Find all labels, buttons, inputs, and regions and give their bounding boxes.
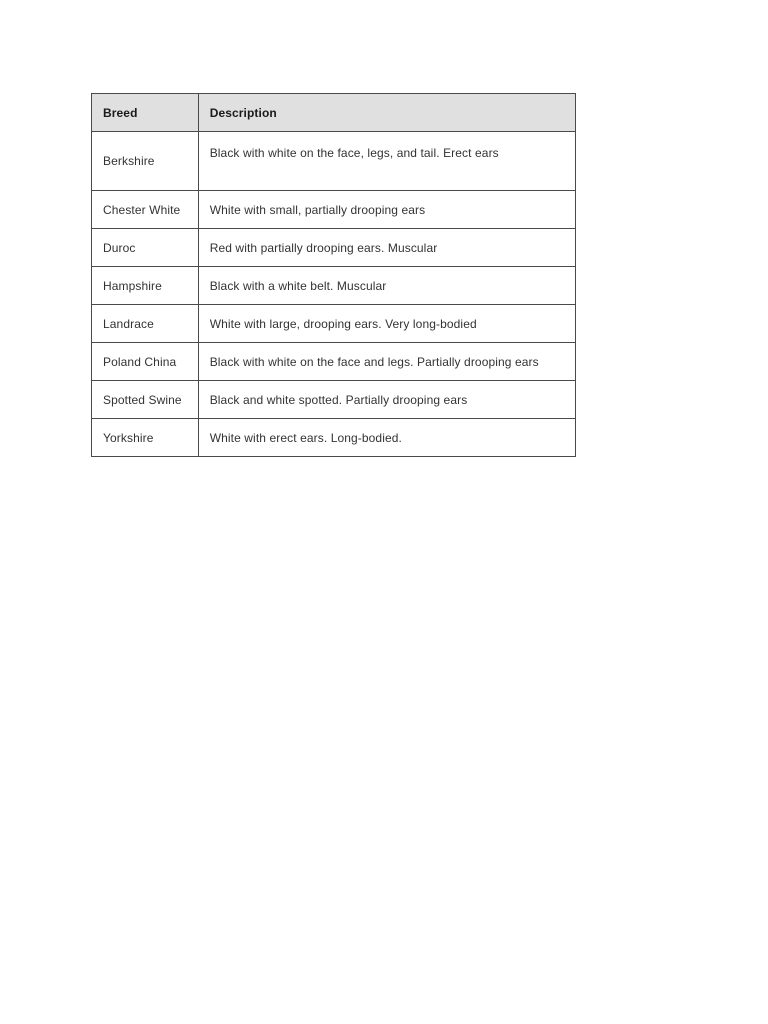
description-cell: Black and white spotted. Partially drooping ears bbox=[198, 381, 575, 419]
description-cell: Black with white on the face and legs. Partially drooping ears bbox=[198, 343, 575, 381]
table-row bbox=[92, 229, 576, 267]
header-breed: Breed bbox=[92, 94, 199, 132]
table-row bbox=[92, 191, 576, 229]
description-cell: Black with white on the face, legs, and tail. Erect ears bbox=[198, 132, 575, 191]
breed-cell: Spotted Swine bbox=[92, 381, 199, 419]
breed-cell: Landrace bbox=[92, 305, 199, 343]
description-cell: White with large, drooping ears. Very long-bodied bbox=[198, 305, 575, 343]
description-cell: Black with a white belt. Muscular bbox=[198, 267, 575, 305]
table-row bbox=[92, 381, 576, 419]
pig-breeds-table bbox=[91, 93, 576, 457]
table-row bbox=[92, 132, 576, 191]
table-header-row bbox=[92, 94, 576, 132]
description-cell: White with small, partially drooping ears bbox=[198, 191, 575, 229]
table-row bbox=[92, 305, 576, 343]
table-row bbox=[92, 267, 576, 305]
breed-cell: Berkshire bbox=[92, 132, 199, 191]
breed-cell: Yorkshire bbox=[92, 419, 199, 457]
breed-cell: Duroc bbox=[92, 229, 199, 267]
table-row bbox=[92, 343, 576, 381]
table-row bbox=[92, 419, 576, 457]
breed-cell: Chester White bbox=[92, 191, 199, 229]
description-cell: Red with partially drooping ears. Muscular bbox=[198, 229, 575, 267]
breed-cell: Hampshire bbox=[92, 267, 199, 305]
header-description: Description bbox=[198, 94, 575, 132]
breed-cell: Poland China bbox=[92, 343, 199, 381]
description-cell: White with erect ears. Long-bodied. bbox=[198, 419, 575, 457]
